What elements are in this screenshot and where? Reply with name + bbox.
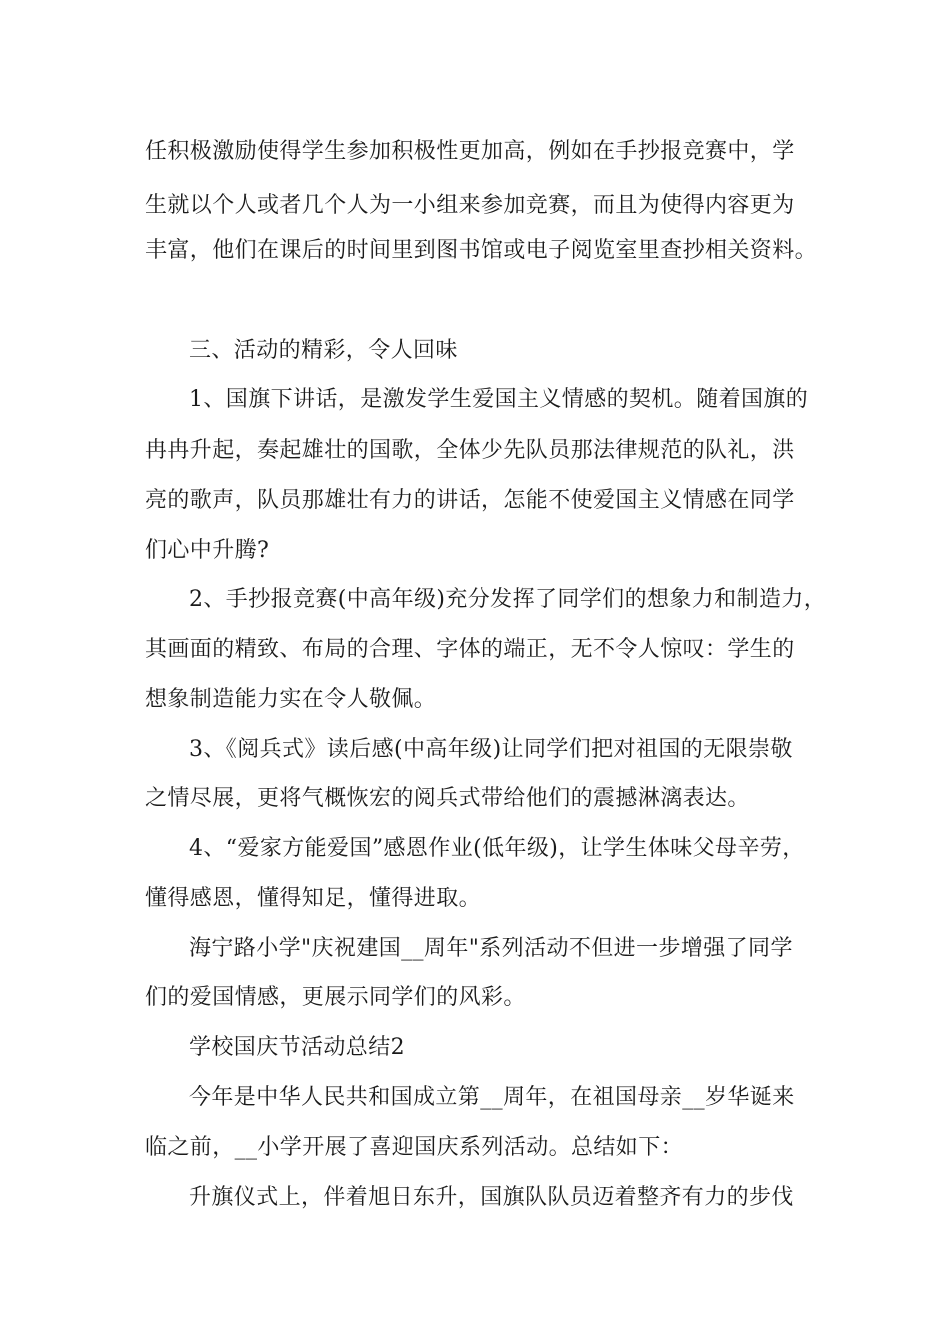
paragraph-line: 想象制造能力实在令人敬佩。 bbox=[145, 687, 437, 712]
paragraph-line: 懂得感恩，懂得知足，懂得进取。 bbox=[145, 886, 482, 911]
paragraph-line: 临之前，__小学开展了喜迎国庆系列活动。总结如下： bbox=[145, 1135, 684, 1160]
paragraph-line: 任积极激励使得学生参加积极性更加高，例如在手抄报竞赛中，学 bbox=[145, 139, 795, 164]
paragraph-line: 2、手抄报竞赛(中高年级)充分发挥了同学们的想象力和制造力， bbox=[189, 587, 827, 612]
paragraph-line: 亮的歌声，队员那雄壮有力的讲话，怎能不使爱国主义情感在同学 bbox=[145, 488, 795, 513]
paragraph-line: 们心中升腾? bbox=[145, 538, 270, 563]
paragraph-line: 升旗仪式上，伴着旭日东升，国旗队队员迈着整齐有力的步伐 bbox=[189, 1185, 794, 1210]
paragraph-line: 海宁路小学"庆祝建国__周年"系列活动不但进一步增强了同学 bbox=[189, 936, 793, 961]
paragraph-line: 们的爱国情感，更展示同学们的风彩。 bbox=[145, 985, 526, 1010]
paragraph-line: 丰富，他们在课后的时间里到图书馆或电子阅览室里查抄相关资料。 bbox=[145, 238, 818, 263]
paragraph-line: 3、《阅兵式》读后感(中高年级)让同学们把对祖国的无限崇敬 bbox=[189, 737, 793, 762]
paragraph-line: 冉冉升起，奏起雄壮的国歌，全体少先队员那法律规范的队礼，洪 bbox=[145, 438, 795, 463]
paragraph-line: 生就以个人或者几个人为一小组来参加竞赛，而且为使得内容更为 bbox=[145, 193, 795, 218]
paragraph-line: 4、“爱家方能爱国”感恩作业(低年级)，让学生体味父母辛劳， bbox=[189, 836, 805, 861]
paragraph-line: 今年是中华人民共和国成立第__周年，在祖国母亲__岁华诞来 bbox=[189, 1085, 795, 1110]
section-heading: 学校国庆节活动总结2 bbox=[189, 1035, 405, 1060]
paragraph-line: 1、国旗下讲话，是激发学生爱国主义情感的契机。随着国旗的 bbox=[189, 387, 809, 412]
paragraph-line: 之情尽展，更将气概恢宏的阅兵式带给他们的震撼淋漓表达。 bbox=[145, 786, 750, 811]
section-heading: 三、活动的精彩，令人回味 bbox=[189, 338, 458, 363]
paragraph-line: 其画面的精致、布局的合理、字体的端正，无不令人惊叹：学生的 bbox=[145, 637, 795, 662]
